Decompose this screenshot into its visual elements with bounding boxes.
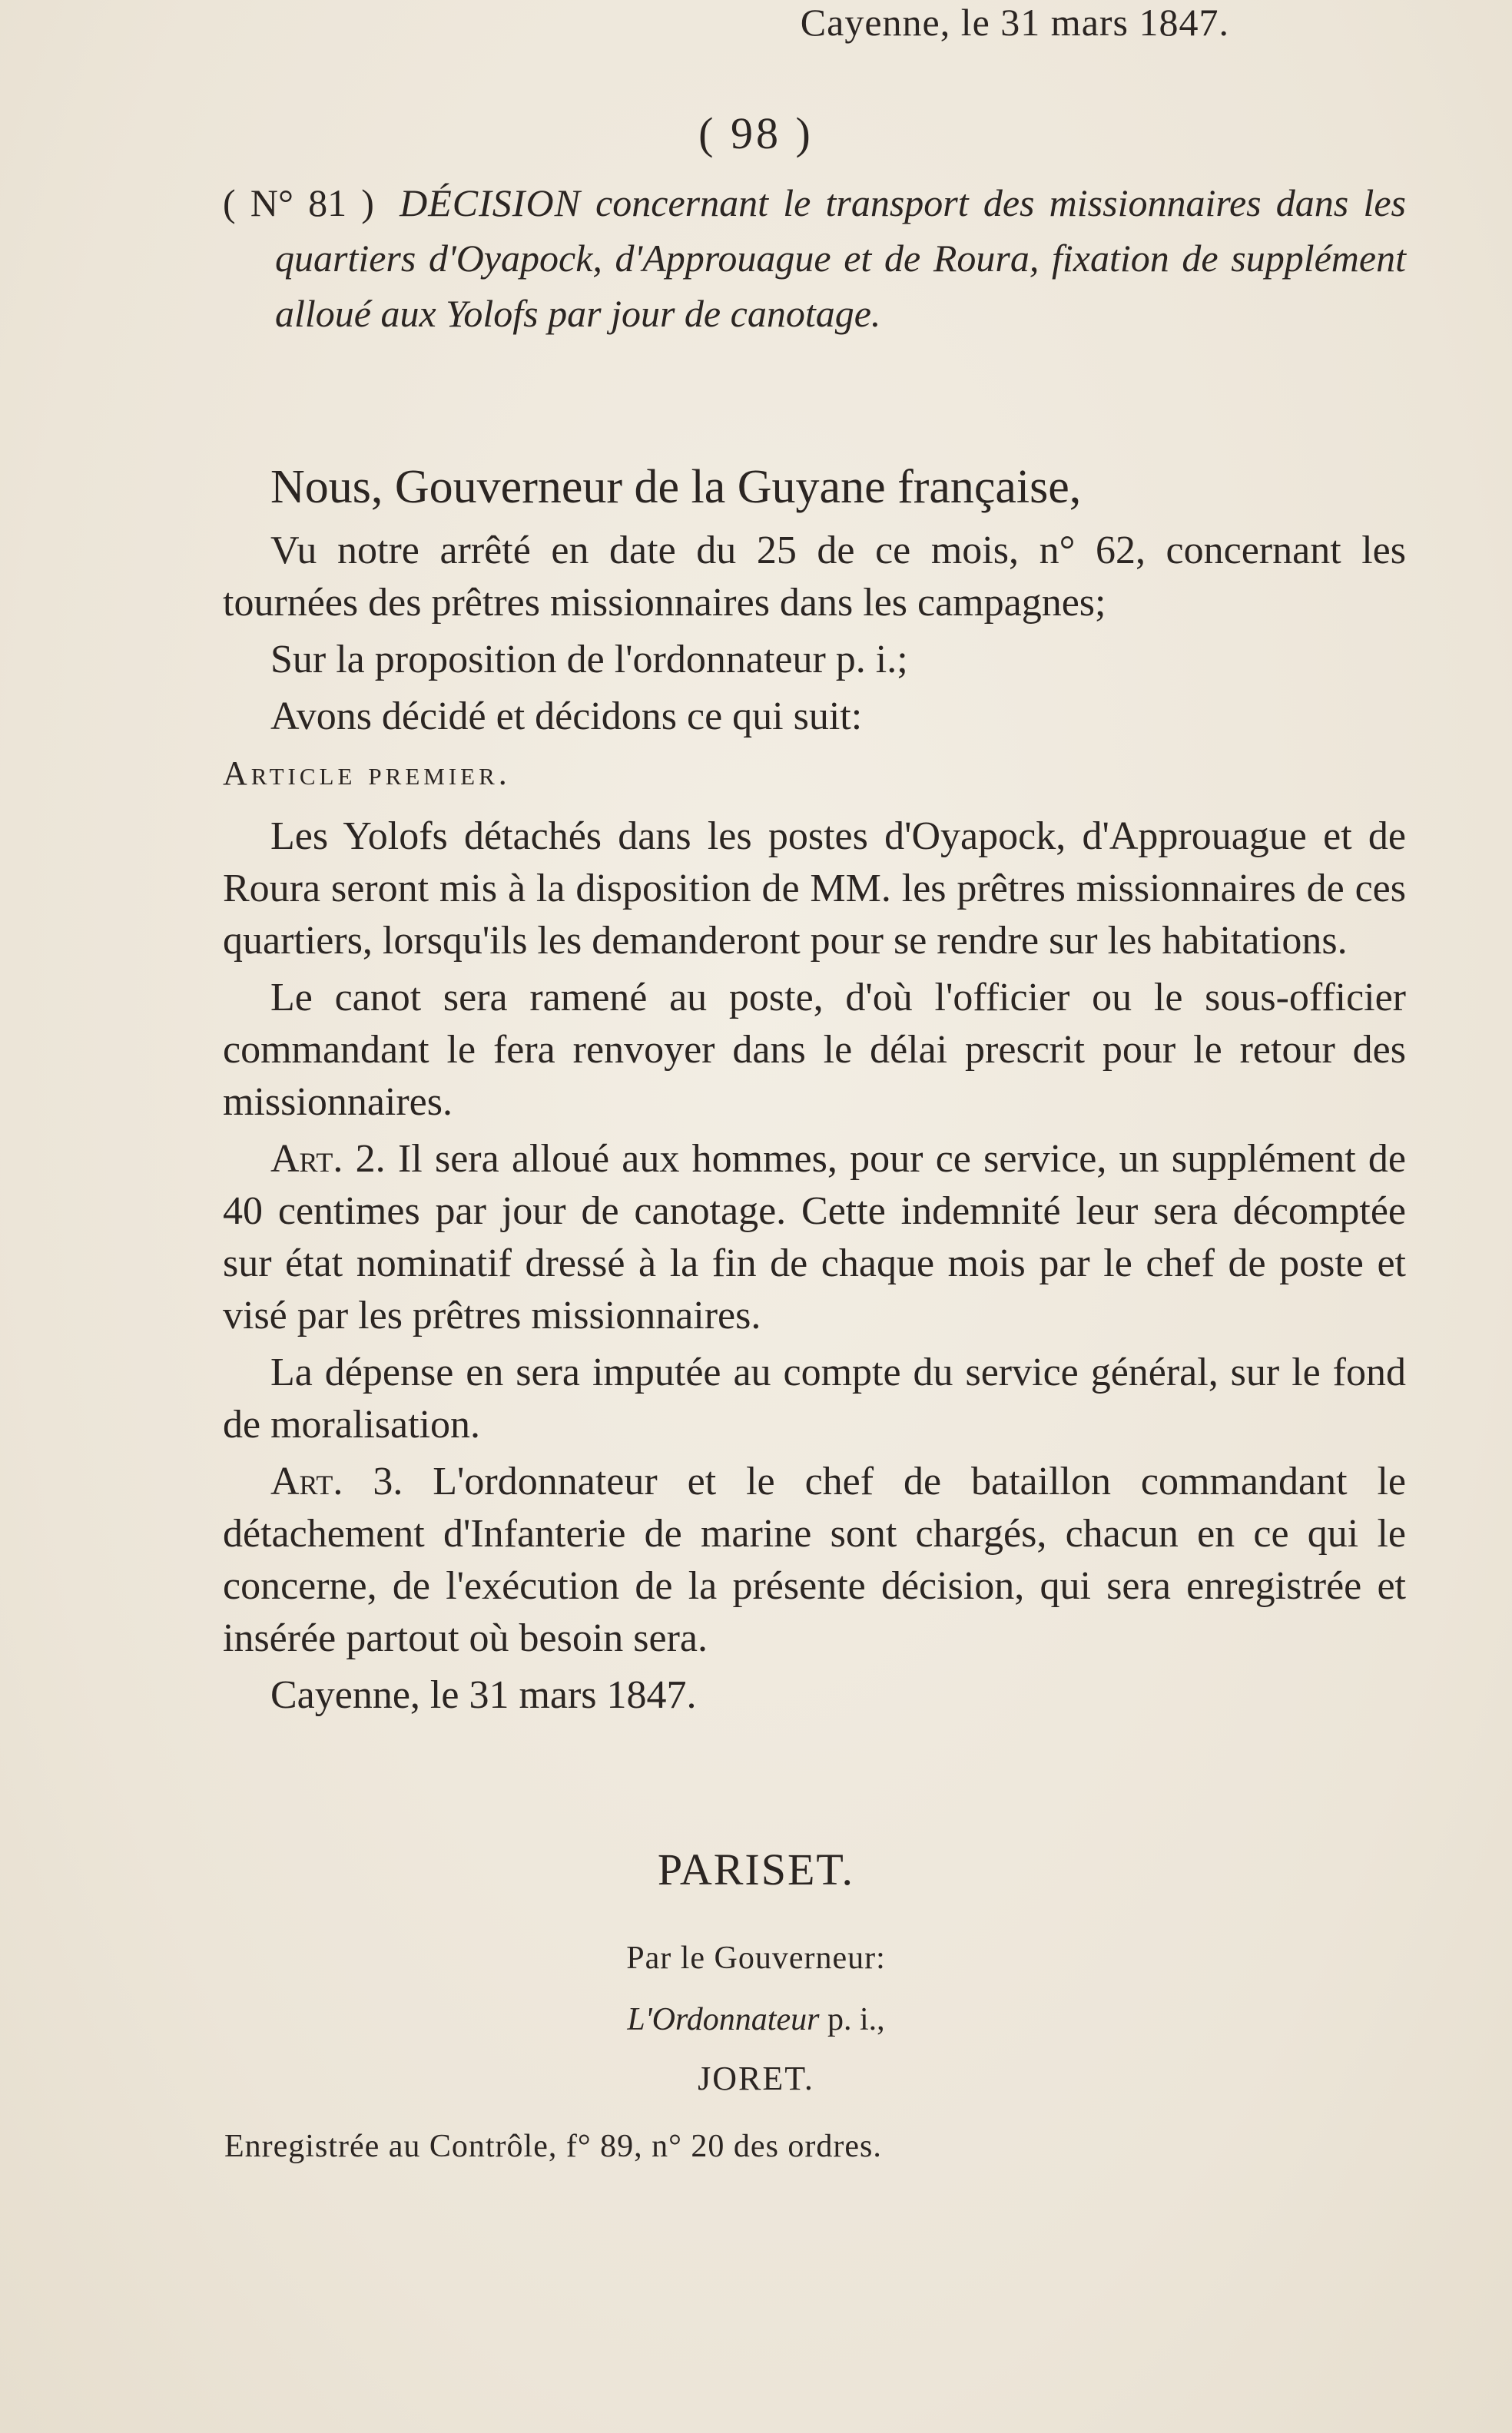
decision-number: ( N° 81 ) <box>223 181 374 224</box>
article-2-label: Art. 2. <box>270 1137 386 1181</box>
countersignature: JORET. <box>698 2060 814 2097</box>
place-date-top: Cayenne, le 31 mars 1847. <box>800 1 1229 44</box>
decision-word: DÉCISION <box>400 181 581 224</box>
article-3 <box>223 1456 1406 1665</box>
ordonnateur-suffix: p. i., <box>827 2002 885 2037</box>
decision-heading <box>223 175 1406 341</box>
page-number: ( 98 ) <box>698 108 814 158</box>
article-2-text: Il sera alloué aux hommes, pour ce service, un supplément de 40 centimes par jour de canotage. Cette indemnité leur sera décomptée sur état nominatif dressé à la fin de chaque mois par le chef de poste et visé par les prêtres missionnaires. <box>223 1137 1407 1337</box>
preamble-avons: Avons décidé et décidons ce qui suit: <box>270 694 863 738</box>
ordonnateur-title: L'Ordonnateur <box>627 2002 820 2037</box>
ordonnateur-line <box>0 2001 1512 2038</box>
preamble-sur: Sur la proposition de l'ordonnateur p. i.; <box>270 638 908 681</box>
article-title: Article premier. <box>223 754 511 792</box>
article-3-label: Art. 3. <box>270 1460 403 1503</box>
preamble-nous: Nous, Gouverneur de la Guyane française, <box>270 461 1082 513</box>
by-governor: Par le Gouverneur: <box>626 1941 886 1976</box>
signature: PARISET. <box>657 1845 855 1894</box>
decision-body <box>223 457 1406 1726</box>
decision-subject: concernant le transport des missionnaires dans les quartiers d'Oyapock, d'Approuague et de Roura, fixation de supplément alloué aux Yolofs par jour de canotage. <box>275 181 1406 335</box>
article-2 <box>223 1133 1406 1342</box>
article-1-paragraph-1: Les Yolofs détachés dans les postes d'Oyapock, d'Approuague et de Roura seront mis à la disposition de MM. les prêtres missionnaires de ces quartiers, lorsqu'ils les demanderont pour se rendre sur les habitations. <box>223 814 1406 963</box>
place-date-bottom: Cayenne, le 31 mars 1847. <box>270 1673 697 1717</box>
registration-note: Enregistrée au Contrôle, f° 89, n° 20 des ordres. <box>224 2129 882 2164</box>
article-1-paragraph-2: Le canot sera ramené au poste, d'où l'officier ou le sous-officier commandant le fera renvoyer dans le délai prescrit pour le retour des missionnaires. <box>223 976 1406 1124</box>
preamble-vu: Vu notre arrêté en date du 25 de ce mois, n° 62, concernant les tournées des prêtres missionnaires dans les campagnes; <box>223 529 1406 625</box>
article-3-text: L'ordonnateur et le chef de bataillon commandant le détachement d'Infanterie de marine sont chargés, chacun en ce qui le concerne, de l'exécution de la présente décision, qui sera enregistrée et insérée partout où besoin sera. <box>223 1460 1406 1660</box>
article-2-paragraph-2: La dépense en sera imputée au compte du service général, sur le fond de moralisation. <box>223 1351 1406 1447</box>
